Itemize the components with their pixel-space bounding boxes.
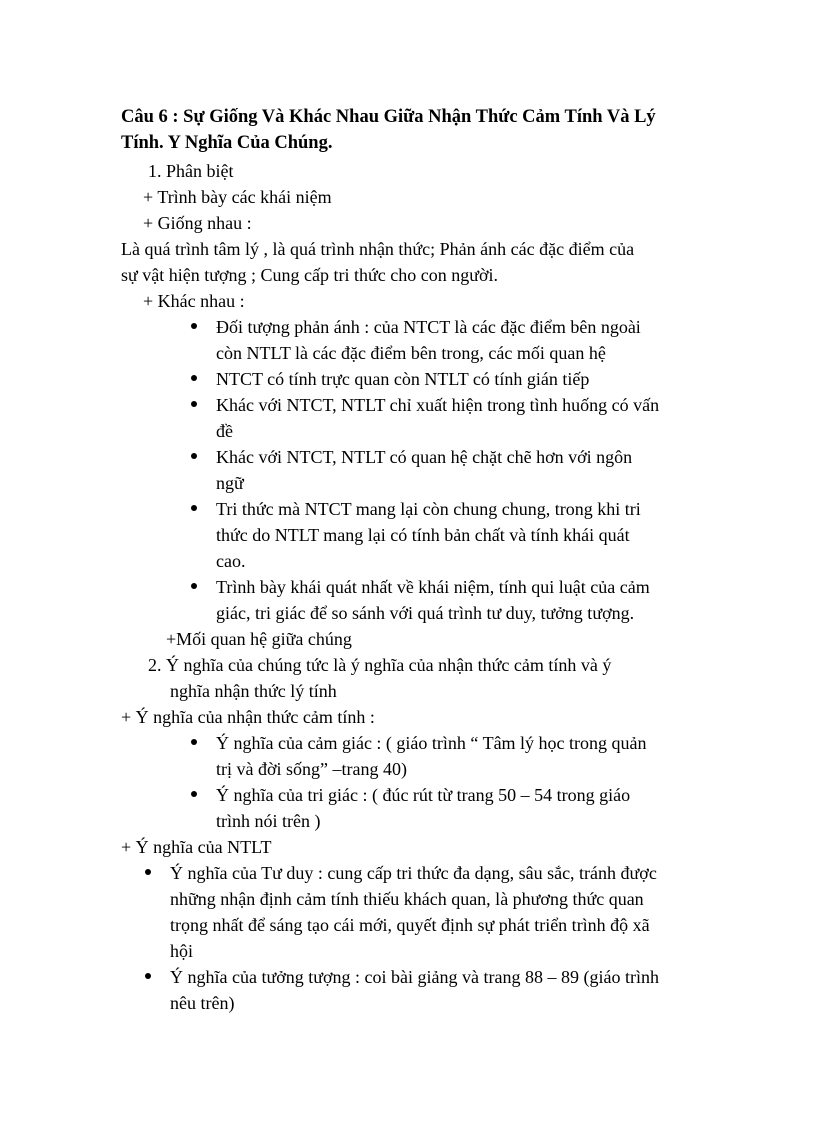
section-1-heading: 1. Phân biệt: [148, 161, 234, 181]
bullet-icon: [191, 375, 197, 381]
bullet-icon: [191, 323, 197, 329]
bullet-icon: [191, 739, 197, 745]
bullet-icon: [191, 583, 197, 589]
sensory-item-1-line-2: trị và đời sống” –trang 40): [216, 759, 407, 779]
similar-text-line-2: sự vật hiện tượng ; Cung cấp tri thức cho con người.: [121, 265, 498, 285]
section-2-line-1: 2. Ý nghĩa của chúng tức là ý nghĩa của nhận thức cảm tính và ý: [148, 655, 612, 675]
difference-3-line-1: Khác với NTCT, NTLT chỉ xuất hiện trong tình huống có vấn: [216, 395, 660, 415]
rational-item-1-line-3: trọng nhất để sáng tạo cái mới, quyết định sự phát triển trình độ xã: [170, 915, 650, 935]
rational-heading: + Ý nghĩa của NTLT: [121, 837, 272, 857]
sensory-item-2-line-2: trình nói trên ): [216, 811, 321, 831]
sensory-heading: + Ý nghĩa của nhận thức cảm tính :: [121, 707, 375, 727]
rational-item-2-line-1: Ý nghĩa của tưởng tượng : coi bài giảng và trang 88 – 89 (giáo trình: [170, 967, 659, 987]
rational-item-1-line-2: những nhận định cảm tính thiếu khách quan, là phương thức quan: [170, 889, 644, 909]
difference-1-line-1: Đối tượng phản ánh : của NTCT là các đặc điểm bên ngoài: [216, 317, 641, 337]
difference-2-line-1: NTCT có tính trực quan còn NTLT có tính gián tiếp: [216, 369, 590, 389]
difference-6-line-2: giác, tri giác để so sánh với quá trình tư duy, tưởng tượng.: [216, 603, 635, 623]
difference-5-line-1: Tri thức mà NTCT mang lại còn chung chung, trong khi tri: [216, 499, 641, 519]
difference-1-line-2: còn NTLT là các đặc điểm bên trong, các mối quan hệ: [216, 343, 606, 363]
bullet-icon: [191, 505, 197, 511]
item-concepts: + Trình bày các khái niệm: [143, 187, 332, 207]
title-line-1: Câu 6 : Sự Giống Và Khác Nhau Giữa Nhận Thức Cảm Tính Và Lý: [121, 107, 656, 127]
sensory-item-1-line-1: Ý nghĩa của cảm giác : ( giáo trình “ Tâm lý học trong quản: [216, 733, 647, 753]
bullet-icon: [191, 453, 197, 459]
difference-4-line-2: ngữ: [216, 473, 244, 493]
title-line-2: Tính. Y Nghĩa Của Chúng.: [121, 133, 333, 153]
rational-item-2-line-2: nêu trên): [170, 993, 235, 1013]
similar-text-line-1: Là quá trình tâm lý , là quá trình nhận thức; Phản ánh các đặc điểm của: [121, 239, 635, 259]
relation-line: +Mối quan hệ giữa chúng: [166, 629, 352, 649]
difference-4-line-1: Khác với NTCT, NTLT có quan hệ chặt chẽ hơn với ngôn: [216, 447, 633, 467]
difference-5-line-2: thức do NTLT mang lại có tính bản chất và tính khái quát: [216, 525, 630, 545]
section-2-line-2: nghĩa nhận thức lý tính: [170, 681, 337, 701]
rational-item-1-line-1: Ý nghĩa của Tư duy : cung cấp tri thức đa dạng, sâu sắc, tránh được: [170, 863, 657, 883]
difference-5-line-3: cao.: [216, 551, 246, 571]
difference-3-line-2: đề: [216, 421, 233, 441]
bullet-icon: [145, 869, 151, 875]
bullet-icon: [145, 973, 151, 979]
sensory-item-2-line-1: Ý nghĩa của tri giác : ( đúc rút từ trang 50 – 54 trong giáo: [216, 785, 631, 805]
item-different: + Khác nhau :: [143, 291, 245, 311]
item-similar: + Giống nhau :: [143, 213, 252, 233]
bullet-icon: [191, 791, 197, 797]
difference-6-line-1: Trình bày khái quát nhất về khái niệm, tính qui luật của cảm: [216, 577, 650, 597]
rational-item-1-line-4: hội: [170, 941, 194, 961]
bullet-icon: [191, 401, 197, 407]
